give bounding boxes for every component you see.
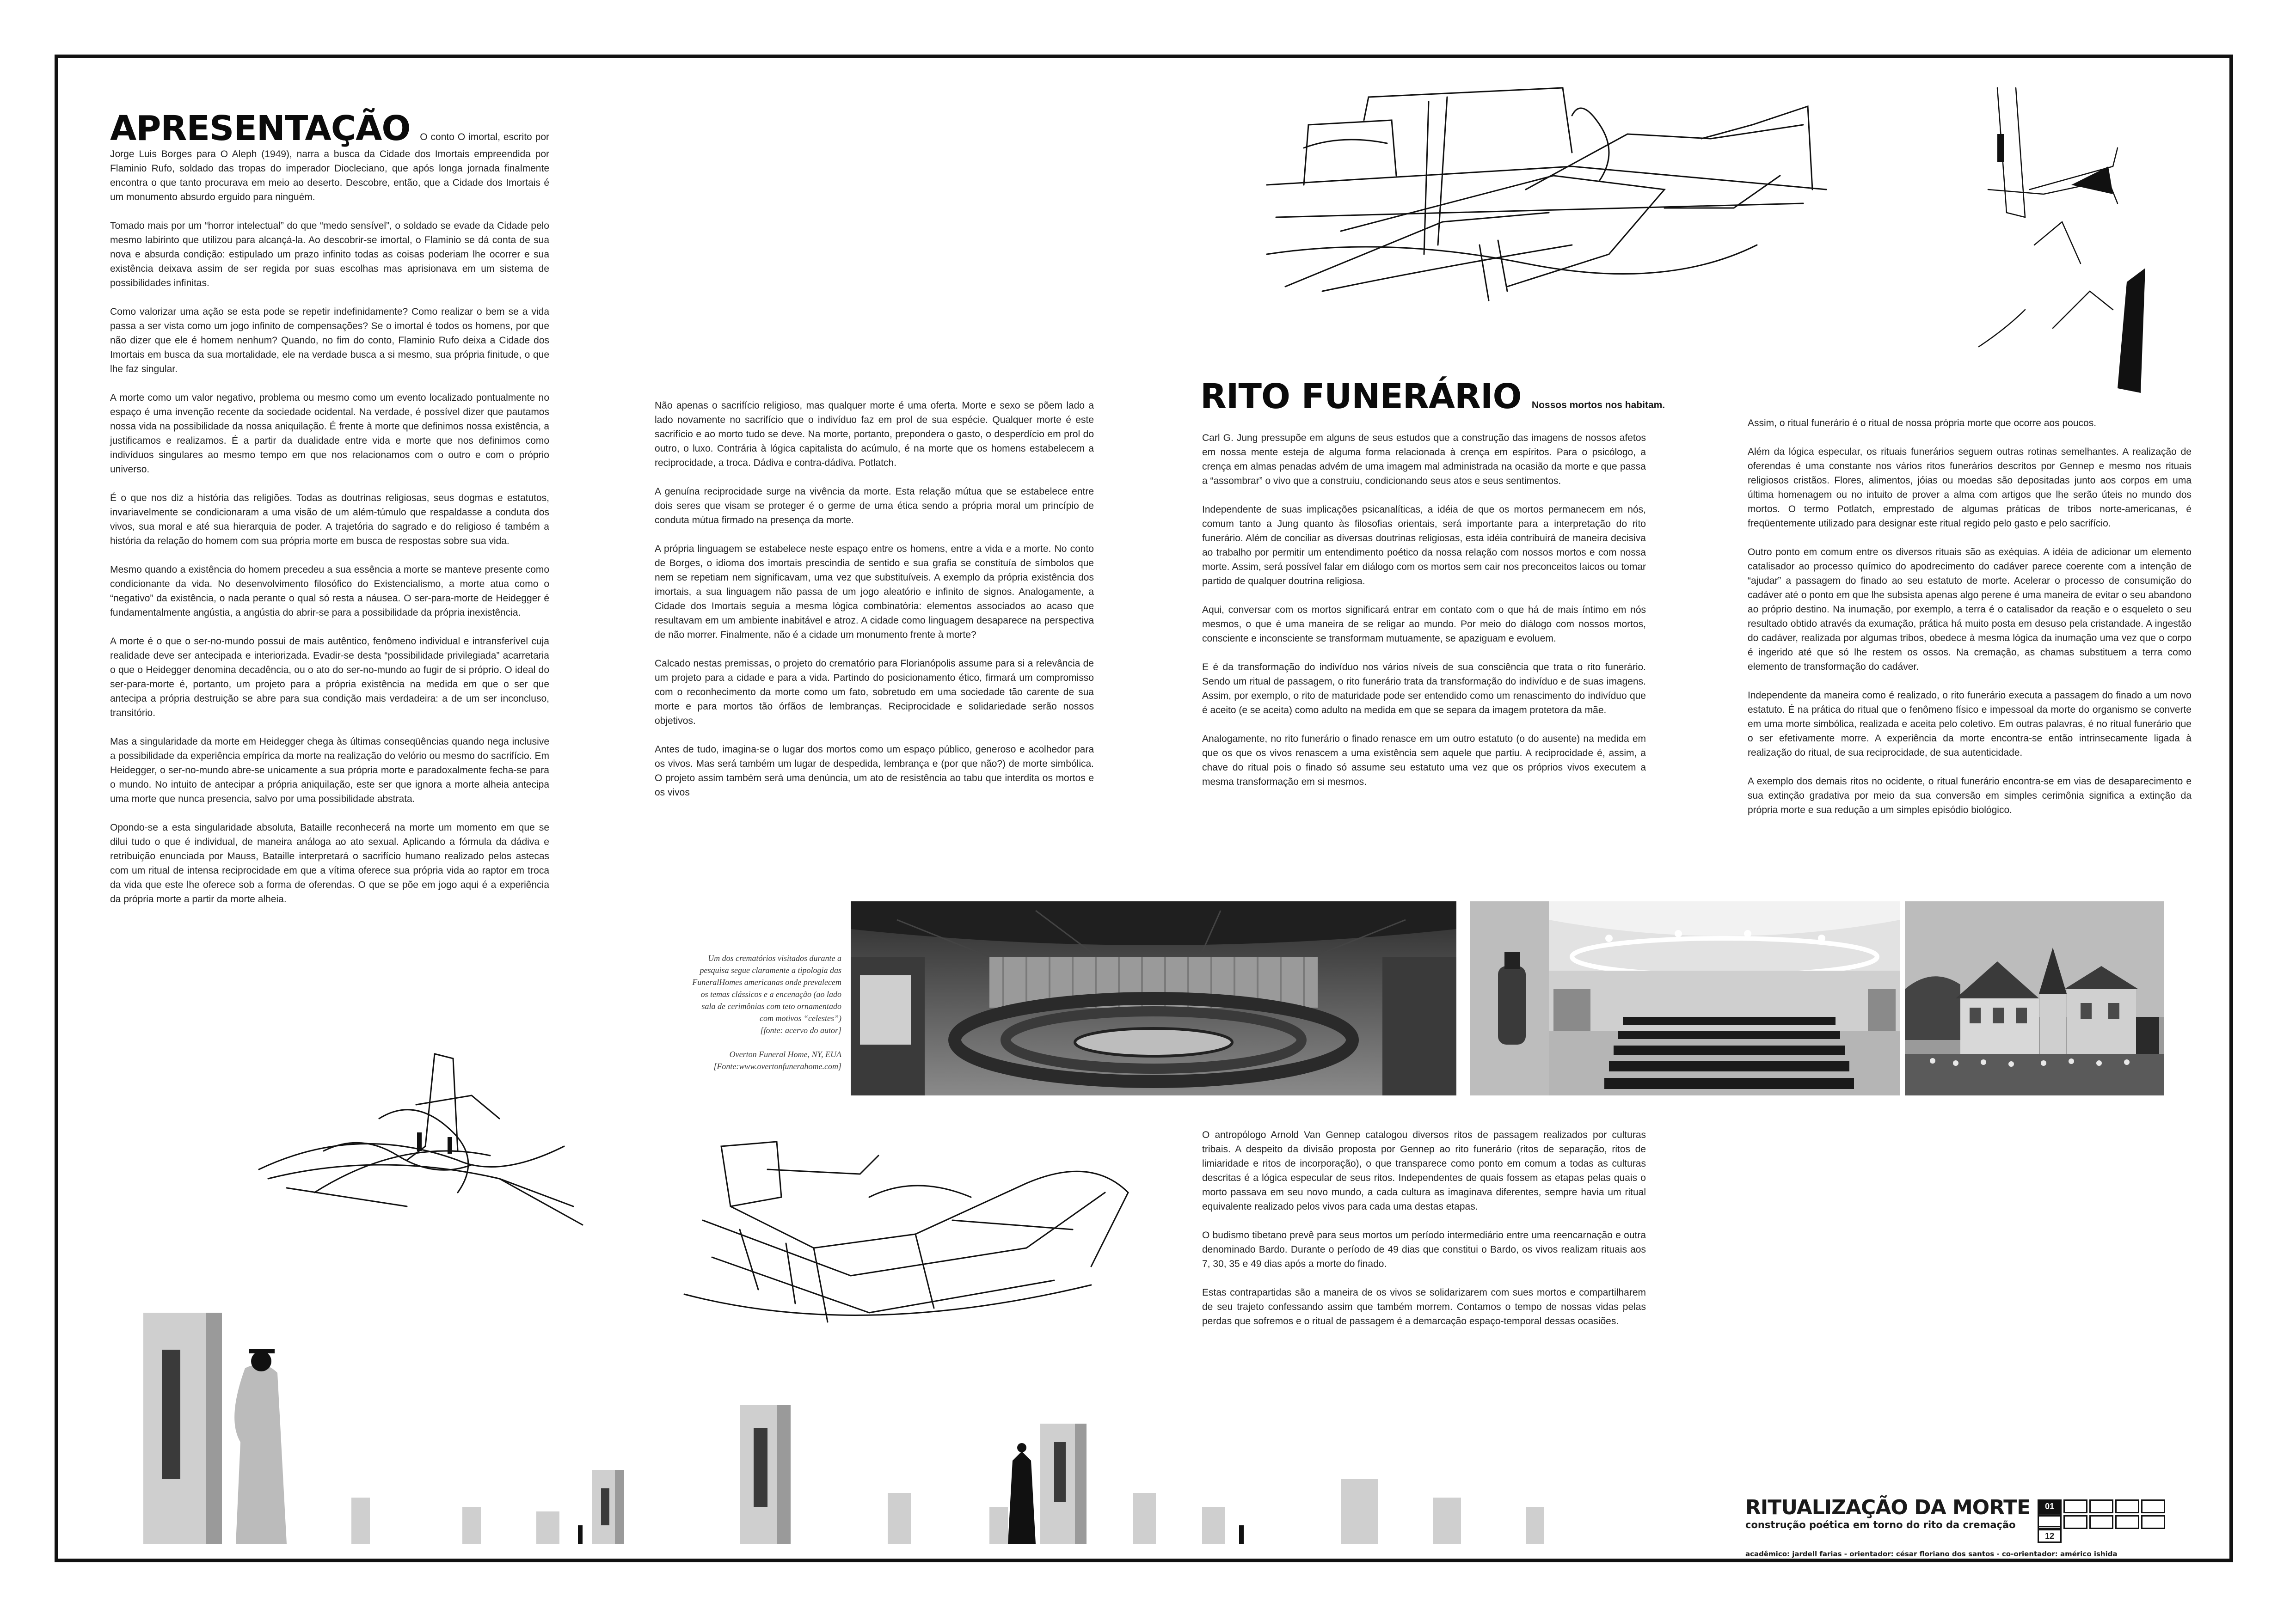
sheet-number: 01 (2038, 1499, 2062, 1513)
caption-line: FuneralHomes americanas onde prevalecem (692, 978, 841, 987)
column2-p3: A própria linguagem se estabelece neste espaço entre os homens, entre a vida e a morte. No conto de Borges, o idioma dos imortais prescindia de sentido e sua grafia se constituía de símbolos que nem se repetiam nem significavam, uma vez que substituíveis. A exemplo da própria existência dos imortais, a sua linguagem não passa de um jogo aleatório e infinito de signos. Analogamente, a Cidade dos Imortais seguia a mesma lógica combinatória: elementos associados ao acaso que resultavam em um ambiente inabitável e atroz. A cidade como linguagem desaparece na perspectiva de não morrer. Finalmente, não é a cidade um monumento frente à morte? (655, 544, 1094, 640)
column4-p3: Outro ponto em comum entre os diversos rituais são as exéquias. A idéia de adicionar um elemento catalisador ao processo químico do apodrecimento do cadáver parece coerente com a intenção de “ajudar” a passagem do finado ao seu estatuto de morte. Acelerar o processo de consumição do cadáver até o ponto em que lhe subsista apenas algo perene é uma maneira de evitar o seu abandono ao próprio destino. Na inumação, por exemplo, a terra é o catalisador da reação e o esqueleto o seu resultado obtido através da exumação, prática há muito posta em desuso pela cristandade. A ingestão do cadáver, realizada por algumas tribos, obedece à mesma lógica da inumação uma vez que o corpo é ingerido até que só lhe restem os ossos. Na cremação, as chamas substituem a terra como elemento de transformação do cadáver. (1748, 547, 2192, 672)
column4-p2: Além da lógica especular, os rituais funerários seguem outras rotinas semelhantes. A realização de oferendas é uma constante nos vários ritos funerários descritos por Gennep e mesmo nos rituais religiosos cristãos. Flores, alimentos, jóias ou moedas são depositadas junto aos corpos em uma última homenagem ou no intuito de prover a alma com artigos que lhe serão úteis no mundo dos mortos. O termo Potlatch, emprestado de algumas práticas de tribos norte-americanas, é freqüentemente utilizado para designar este ritual regido pelo gasto e pelo sacrifício. (1748, 447, 2192, 529)
apresentacao-p4: A morte como um valor negativo, problema ou mesmo como um evento localizado pontualmente no espaço é uma invenção recente da sociedade ocidental. Na verdade, é possível dizer que pautamos nossa vida na possibilidade da nossa aniquilação. É frente à morte que definimos nossa existência, a justificamos e realizamos. É a partir da dualidade entre vida e morte que nos definimos como indivíduos singulares ao mesmo tempo em que nos relacionamos com o outro e com o próprio universo. (110, 392, 549, 475)
rito-p4: E é da transformação do indivíduo nos vários níveis de sua consciência que trata o rito funerário. Sendo um ritual de passagem, o rito funerário trata da transformação do indivíduo e de suas imagens. Assim, por exemplo, o rito de maturidade pode ser entendido como um renascimento do indivíduo que é aceito (e se aceita) como adulto na medida em que se separa da imagem protetora da mãe. (1202, 662, 1646, 716)
caption-line: [Fonte:www.overtonfunerahome.com] (713, 1062, 841, 1071)
column-2 (655, 398, 1094, 814)
apresentacao-p1: O conto O imortal, escrito por Jorge Luis Borges para O Aleph (1949), narra a busca da Cidade dos Imortais empreendida por Flaminio Rufo, soldado das tropas do imperador Diocleciano, que após longa jornada finalmente encontra o que tanto procurava em meio ao deserto. Descobre, então, que a Cidade dos Imortais é um monumento absurdo erguido para ninguém. (110, 132, 549, 202)
caption-line: Overton Funeral Home, NY, EUA (729, 1050, 841, 1059)
caption-line: com motivos “celestes”) (760, 1014, 841, 1023)
rito-p2: Independente de suas implicações psicanalíticas, a idéia de que os mortos permanecem em nós, comum tanto a Jung quanto às filosofias orientais, será importante para a interpretação do rito funerário. Além de conciliar as diversas doutrinas religiosas, esta idéia contribuirá de maneira decisiva ao trabalho por permitir um entendimento poético da nossa relação com nossos mortos e com nossa morte. Assim, será possível falar em diálogo com os mortos sem cair nos preconceitos laicos ou tomar partido de qualquer doutrina religiosa. (1202, 504, 1646, 587)
apresentacao-p8: Mas a singularidade da morte em Heidegger chega às últimas conseqüências quando nega inclusive a possibilidade da experiência empírica da morte na realização do velório ou mesmo do sacrifício. Em Heidegger, o ser-no-mundo abre-se unicamente a sua própria morte e paradoxalmente fecha-se para o mundo. No intuito de antecipar a própria aniquilação, este ser que ignora a morte alheia antecipa uma morte que nunca presencia, salvo por uma possibilidade abstrata. (110, 736, 549, 804)
title-block (1745, 1497, 2180, 1559)
project-subtitle: construção poética em torno do rito da cremação (1745, 1519, 2016, 1530)
sheet-total: 12 (2038, 1529, 2062, 1543)
sheet-index (2036, 1499, 2180, 1543)
photo-caption (601, 952, 841, 1072)
apresentacao-p3: Como valorizar uma ação se esta pode se repetir indefinidamente? Como realizar o bem se a vida passa a ser vista como um jogo infinito de compensações? Se o imortal é todos os homens, por que não dizer que ele é homem nenhum? Quando, no fim do conto, Flaminio Rufo deixa a Cidade dos Imortais em busca da sua mortalidade, ele na verdade busca a si mesmo, sua própria finitude, o que lhe faz singular. (110, 306, 549, 374)
crematorium-perspective-sketch (1248, 69, 2155, 393)
monoliths-and-figures-illustration (92, 1303, 1711, 1562)
rito-p3: Aqui, conversar com os mortos significará entrar em contato com o que há de mais íntimo em nós mesmos, o que é uma maneira de se religar ao mundo. Por meio do diálogo com nossos mortos, consciente e inconsciente se transformam mutuamente, se apaziguam e evoluem. (1202, 605, 1646, 644)
project-credits: acadêmico: jardell farias - orientador: césar floriano dos santos - co-orientador: américo ishida (1745, 1550, 2118, 1558)
rito-p1: Carl G. Jung pressupõe em alguns de seus estudos que a construção das imagens de nossos afetos em nossa mente esteja de alguma forma relacionada à crença em espíritos. Para o psicólogo, a crença em almas penadas advém de uma imagem mal administrada na ocasião da morte e que passa a “assombrar” o vivo que a construiu, condicionando seus atos e seus sentimentos. (1202, 433, 1646, 486)
caption-line: Um dos crematórios visitados durante a (708, 954, 841, 963)
apresentacao-p9: Opondo-se a esta singularidade absoluta, Bataille reconhecerá na morte um momento em que se dilui tudo o que é individual, de maneira análoga ao ato sexual. Aplicando a fórmula da dádiva e retribuição enunciada por Mauss, Bataille interpretará o sacrifício humano realizado pelos astecas com um ritual de intensa reciprocidade em que a vítima oferece sua própria vida ao raptor em troca da vida que este lhe oferece sob a forma de oferendas. O que se põe em jogo aqui é a experiência da própria morte a partir da morte alheia. (110, 822, 549, 905)
column2-p2: A genuína reciprocidade surge na vivência da morte. Esta relação mútua que se estabelece entre dois seres que visam se proteger é o germe de uma ética sendo a própria moral um princípio de conduta mútua firmado na presença da morte. (655, 486, 1094, 526)
caption-line: pesquisa segue claramente a tipologia das (700, 966, 841, 975)
column-4 (1748, 416, 2192, 832)
rito-column (1202, 431, 1646, 803)
apresentacao-title: APRESENTAÇÃO (110, 109, 411, 148)
caption-line: sala de cerimônias com teto ornamentado (701, 1002, 841, 1011)
caption-line: [fonte: acervo do autor] (760, 1026, 841, 1035)
apresentacao-p2: Tomado mais por um “horror intelectual” do que “medo sensível”, o soldado se evade da Cidade pelo mesmo labirinto que utilizou para alcançá-la. Ao descobrir-se imortal, o Flaminio se dá conta de sua nova e absurda condição: estipulado um prazo infinito todas as coisas poderiam lhe ocorrer e sua existência deixava assim de ser regida por suas escolhas mas aprisionava em um sistema de possibilidades infinitas. (110, 220, 549, 288)
column2-p4: Calcado nestas premissas, o projeto do crematório para Florianópolis assume para si a relevância de um projeto para a cidade e para a vida. Partindo do posicionamento ético, firmará um compromisso com o reconhecimento da morte como um fato, sobretudo em uma sociedade tão carente de sua morte e para mortos tão órfãos de lembranças. Reciprocidade e solidariedade serão nossos objetivos. (655, 658, 1094, 726)
column3b-p1: O antropólogo Arnold Van Gennep catalogou diversos ritos de passagem realizados por culturas tribais. A despeito da divisão proposta por Gennep ao rito funerário (ritos de separação, ritos de limiaridade e ritos de incorporação), o que transparece como ponto em comum a todas as culturas descritas é a lógica especular de seus ritos. Independentes de quais fossem as etapas pelas quais o morto passava em seu novo mundo, a cada cultura as imaginava diferentes, sempre havia um ritual equivalente realizado pelos vivos para cada uma destas etapas. (1202, 1130, 1646, 1212)
apresentacao-p5: É o que nos diz a história das religiões. Todas as doutrinas religiosas, seus dogmas e estatutos, invariavelmente se condicionaram a uma visão de um além-túmulo que respaldasse a conduta dos vivos, sua moral e até sua hierarquia de poder. A trajetória do sagrado e do religioso é também a história da relação do homem com sua própria morte em busca de respostas sobre sua vida. (110, 493, 549, 546)
column2-p1: Não apenas o sacrifício religioso, mas qualquer morte é uma oferta. Morte e sexo se põem lado a lado novamente no sacrifício que o indivíduo faz em prol de sua espécie. Qualquer morte é este sacrifício e ao morto tudo se deve. Na morte, portanto, prepondera o gasto, o desperdício em prol do outro, o luxo. Contrária à lógica capitalista do acúmulo, é na morte que os homens estabelecem a reciprocidade, a troca. Dádiva e contra-dádiva. Potlatch. (655, 400, 1094, 468)
apresentacao-column (110, 110, 549, 921)
photo-extinguisher-room (1470, 901, 1900, 1095)
column3b-p3: Estas contrapartidas são a maneira de os vivos se solidarizarem com sues mortos e compartilharem de seu trajeto confessando assim que também morrem. Contamos o tempo de nossas vidas pelas perdas que sofremos e o ritual de passagem é a demarcação espaço-temporal dessas ocasiões. (1202, 1287, 1646, 1327)
photo-overton-funeral-home (1905, 901, 2164, 1095)
apresentacao-p6: Mesmo quando a existência do homem precedeu a sua essência a morte se manteve presente como condicionante da vida. No desenvolvimento filosófico do Existencialismo, a morte atua como o “negativo” da existência, o nada perante o qual só resta a náusea. O ser-para-morte de Heidegger é fundamentalmente angústia, a angústia do abrir-se para a possibilidade da própria inexistência. (110, 564, 549, 618)
ramp-structure-sketch (240, 1040, 620, 1234)
caption-line: os temas clássicos e a encenação (ao lado (700, 990, 841, 999)
column2-p5: Antes de tudo, imagina-se o lugar dos mortos como um espaço público, generoso e acolhedor para os vivos. Mas será também um lugar de despedida, lembrança e (por que não?) de morte simbólica. O projeto assim também será uma denúncia, um ato de resistência ao tabu que interdita os mortos e os vivos (655, 744, 1094, 798)
column4-p4: Independente da maneira como é realizado, o rito funerário executa a passagem do finado a um novo estatuto. É na prática do ritual que o fenômeno físico e impessoal da morte do organismo se converte em uma morte simbólica, realizada e aceita pelo coletivo. Em outras palavras, é no ritual funerário que o ser efetivamente morre. A experiência da morte encontra-se então intrinsecamente ligada à realização do ritual, de sua reciprocidade, de sua autenticidade. (1748, 690, 2192, 758)
project-title: RITUALIZAÇÃO DA MORTE (1745, 1496, 2031, 1519)
column4-p5: A exemplo dos demais ritos no ocidente, o ritual funerário encontra-se em vias de desaparecimento e sua extinção gradativa por meio da sua conversão em simples cerimônia significa a extinção da própria morte e sua redução a um simples episódio biológico. (1748, 776, 2192, 815)
photo-ceremony-hall-panorama (851, 901, 1456, 1095)
column3b-p2: O budismo tibetano prevê para seus mortos um período intermediário entre uma reencarnação e outra denominado Bardo. Durante o período de 49 dias que constitui o Bardo, os vivos realizam rituais aos 7, 30, 35 e 49 dias após a morte do finado. (1202, 1230, 1646, 1269)
rito-p5: Analogamente, no rito funerário o finado renasce em um outro estatuto (o do ausente) na medida em que os que os vivos renascem a uma existência sem aquele que partiu. A reciprocidade é, assim, a chave do ritual pois o finado só assume seu estatuto uma vez que os próprios vivos executem a mesma transformação em si mesmos. (1202, 734, 1646, 787)
rito-subtitle: Nossos mortos nos habitam. (1531, 400, 1665, 410)
column4-p1: Assim, o ritual funerário é o ritual de nossa própria morte que ocorre aos poucos. (1748, 418, 2097, 428)
apresentacao-p7: A morte é o que o ser-no-mundo possui de mais autêntico, fenômeno individual e intransferível cuja realidade deve ser antecipada e interiorizada. Evadir-se desta “possibilidade privilegiada” acarretaria o que o Heidegger denomina decadência, ou o ato do ser-no-mundo ao fugir de si próprio. O ideal do ser-para-morte é, portanto, um projeto para a própria existência na medida em que o ser que antecipa a própria destruição se abre para sua condição mais verdadeira: a de um ser inconcluso, transitório. (110, 636, 549, 718)
rito-title: RITO FUNERÁRIO (1200, 377, 1522, 416)
